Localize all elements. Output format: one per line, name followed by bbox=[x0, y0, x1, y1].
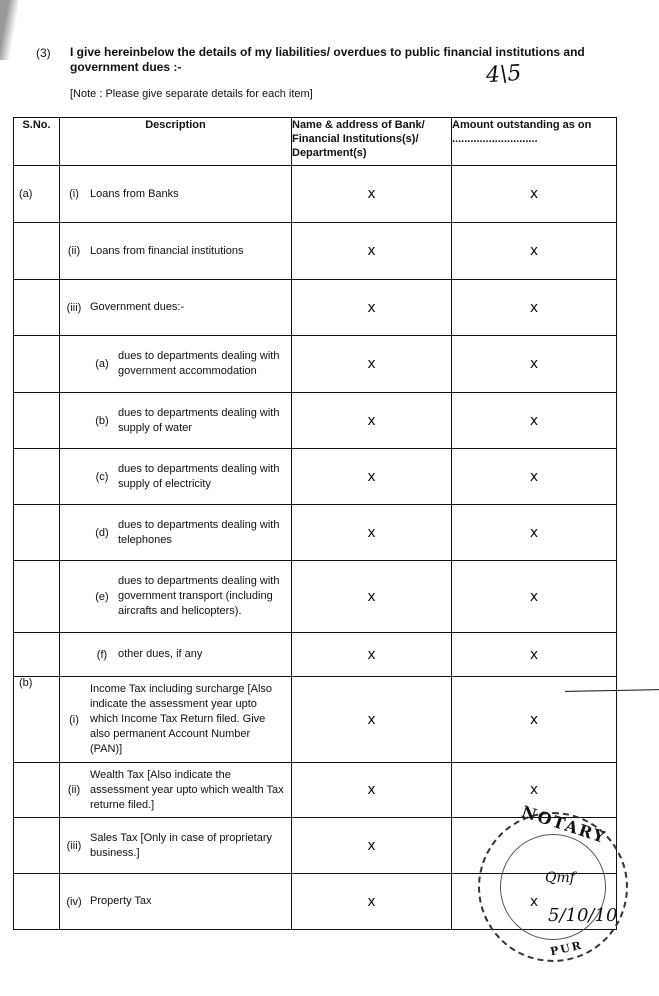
row-description: dues to departments dealing with government accommodation bbox=[118, 350, 280, 377]
row-name-mark: x bbox=[292, 677, 452, 763]
row-name-mark: x bbox=[292, 223, 452, 280]
row-item-label: (f) bbox=[96, 648, 108, 661]
row-description: dues to departments dealing with government transport (including aircrafts and helicopters). bbox=[118, 575, 280, 617]
row-name-mark: x bbox=[292, 393, 452, 449]
row-item-label: (ii) bbox=[67, 784, 81, 796]
row-amount-mark: x bbox=[452, 166, 617, 223]
row-sno: (a) bbox=[14, 166, 60, 223]
row-description-cell bbox=[60, 561, 292, 633]
stamp-top-text: NOTARY bbox=[519, 801, 610, 848]
row-sno bbox=[14, 280, 60, 336]
row-description: Property Tax bbox=[90, 895, 152, 907]
row-description: dues to departments dealing with supply of water bbox=[118, 406, 280, 434]
row-description: Loans from Banks bbox=[90, 187, 179, 200]
row-item-label: (a) bbox=[95, 358, 109, 370]
row-description: Sales Tax [Only in case of proprietary business.] bbox=[90, 831, 272, 859]
row-name-mark: x bbox=[292, 449, 452, 505]
table-row bbox=[14, 561, 617, 633]
row-amount-mark: x bbox=[452, 336, 617, 393]
table-row bbox=[14, 505, 617, 561]
row-name-mark: x bbox=[292, 166, 452, 223]
row-description-cell bbox=[60, 223, 292, 280]
note-text: [Note : Please give separate details for each item] bbox=[70, 88, 313, 100]
row-amount-mark: x bbox=[452, 874, 617, 930]
row-sno bbox=[14, 393, 60, 449]
handwritten-page-mark: 4\5 bbox=[485, 60, 523, 89]
row-amount-mark: x bbox=[452, 449, 617, 505]
header-sno: S.No. bbox=[14, 118, 60, 166]
row-sno bbox=[14, 874, 60, 930]
row-sno bbox=[14, 449, 60, 505]
row-name-mark: x bbox=[292, 763, 452, 818]
header-name-address: Name & address of Bank/ Financial Institutions(s)/ Department(s) bbox=[292, 118, 452, 166]
table-row bbox=[14, 633, 617, 677]
table-row bbox=[14, 449, 617, 505]
row-name-mark: x bbox=[292, 280, 452, 336]
row-item-label: (b) bbox=[95, 414, 109, 427]
row-sno: (b) bbox=[14, 677, 60, 763]
header-description: Description bbox=[60, 118, 292, 166]
row-description-cell bbox=[60, 763, 292, 818]
row-description: dues to departments dealing with supply of electricity bbox=[118, 462, 280, 490]
row-amount-mark: x bbox=[452, 763, 617, 818]
row-description-cell bbox=[60, 166, 292, 223]
row-amount-mark: x bbox=[452, 677, 617, 763]
row-description: Wealth Tax [Also indicate the assessment year upto which wealth Tax returne filed.] bbox=[90, 768, 284, 811]
section-heading: I give hereinbelow the details of my liabilities/ overdues to public financial institutions and government dues :- bbox=[70, 45, 585, 74]
row-sno bbox=[14, 505, 60, 561]
row-sno bbox=[14, 336, 60, 393]
row-description: dues to departments dealing with telephones bbox=[118, 518, 280, 546]
row-description-cell bbox=[60, 505, 292, 561]
row-amount-mark: x bbox=[452, 280, 617, 336]
row-description-cell bbox=[60, 818, 292, 874]
row-description-cell bbox=[60, 280, 292, 336]
row-item-label: (e) bbox=[95, 590, 109, 603]
row-description-cell bbox=[60, 336, 292, 393]
section-number: (3) bbox=[36, 46, 51, 60]
stamp-bottom-text: PUR bbox=[549, 938, 585, 959]
row-name-mark: x bbox=[292, 336, 452, 393]
row-name-mark: x bbox=[292, 633, 452, 677]
row-item-label: (iii) bbox=[66, 301, 82, 314]
row-description: Loans from financial institutions bbox=[90, 244, 244, 257]
row-amount-mark: x bbox=[452, 505, 617, 561]
row-description: Government dues:- bbox=[90, 301, 185, 313]
row-sno bbox=[14, 633, 60, 677]
notary-signature: Qmf bbox=[545, 870, 575, 886]
row-description-cell bbox=[60, 393, 292, 449]
table-row bbox=[14, 677, 617, 763]
row-item-label: (ii) bbox=[67, 245, 81, 257]
row-sno bbox=[14, 763, 60, 818]
row-sno bbox=[14, 818, 60, 874]
table-row bbox=[14, 166, 617, 223]
row-item-label: (i) bbox=[69, 713, 79, 726]
row-amount-mark: x bbox=[452, 633, 617, 677]
header-amount: Amount outstanding as on ............................ bbox=[452, 118, 617, 166]
row-description: Income Tax including surcharge [Also indicate the assessment year upto which Income Tax Return filed. Give also permanent Account Number (PAN)] bbox=[90, 683, 273, 755]
row-description-cell bbox=[60, 874, 292, 930]
row-amount-mark: x bbox=[452, 393, 617, 449]
table-row bbox=[14, 336, 617, 393]
row-item-label: (c) bbox=[95, 470, 109, 483]
row-description-cell bbox=[60, 449, 292, 505]
signature-date: 5/10/10 bbox=[548, 905, 618, 926]
row-name-mark: x bbox=[292, 874, 452, 930]
row-amount-mark: x bbox=[452, 561, 617, 633]
table-header-row bbox=[14, 118, 617, 166]
row-name-mark: x bbox=[292, 561, 452, 633]
row-name-mark: x bbox=[292, 818, 452, 874]
row-item-label: (iii) bbox=[66, 839, 82, 852]
table-row bbox=[14, 280, 617, 336]
table-row bbox=[14, 223, 617, 280]
row-description-cell bbox=[60, 677, 292, 763]
row-name-mark: x bbox=[292, 505, 452, 561]
row-item-label: (i) bbox=[69, 188, 79, 200]
row-amount-mark: x bbox=[452, 223, 617, 280]
row-item-label: (iv) bbox=[66, 895, 82, 908]
table-row bbox=[14, 393, 617, 449]
row-sno bbox=[14, 223, 60, 280]
row-sno bbox=[14, 561, 60, 633]
scan-edge-shadow bbox=[0, 0, 18, 60]
row-description: other dues, if any bbox=[118, 648, 203, 660]
row-item-label: (d) bbox=[95, 526, 109, 539]
row-description-cell bbox=[60, 633, 292, 677]
